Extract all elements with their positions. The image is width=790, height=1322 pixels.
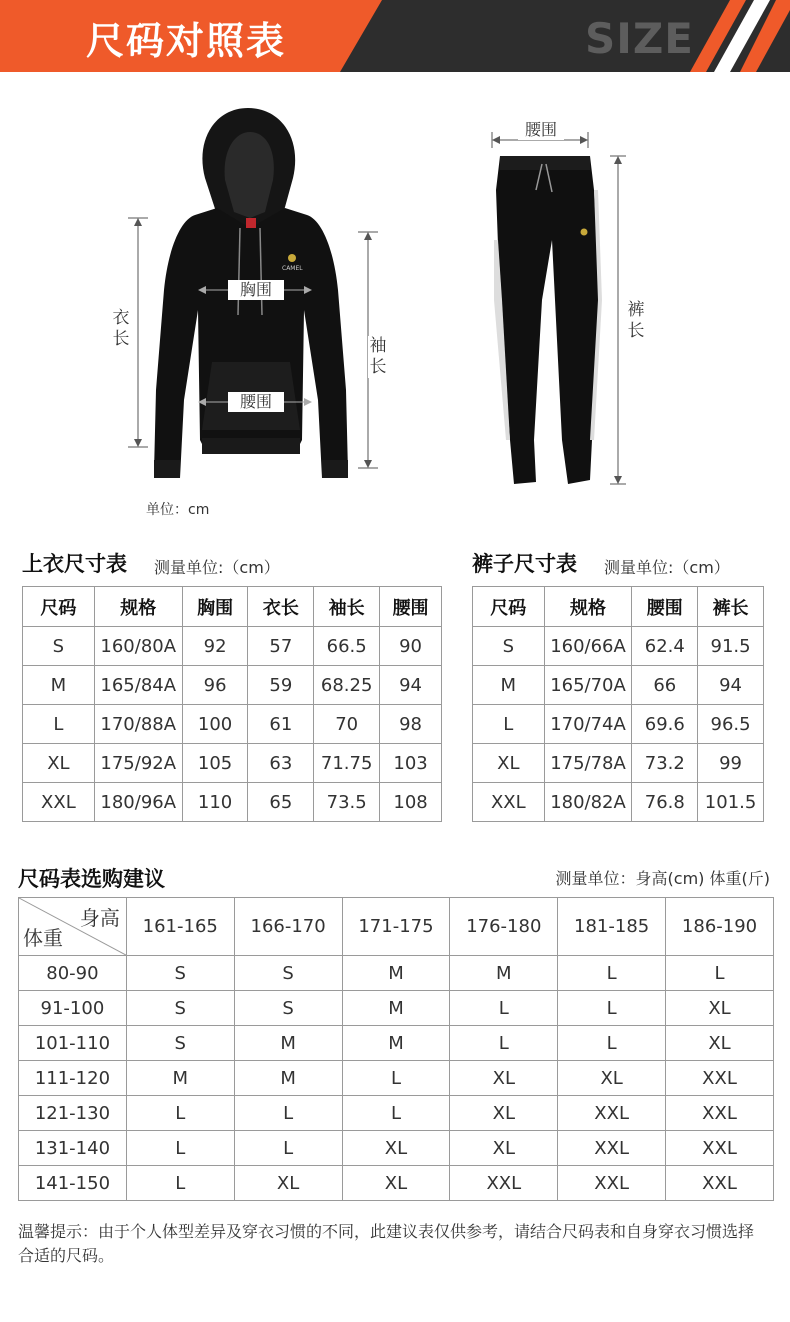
table-cell: M: [342, 1026, 450, 1061]
header-cell: 尺码: [23, 587, 95, 627]
advice-table-header: [19, 898, 774, 956]
table-cell: XL: [666, 1026, 774, 1061]
table-cell: 101.5: [698, 783, 764, 822]
logo-text: CAMEL: [282, 265, 303, 272]
table-cell: L: [558, 956, 666, 991]
height-header: 181-185: [558, 898, 666, 956]
table-cell: M: [234, 1061, 342, 1096]
header-banner: [0, 0, 790, 72]
advice-table-unit: 测量单位：身高(cm) 体重(斤): [555, 869, 770, 888]
table-row: [19, 991, 774, 1026]
table-cell: 96: [182, 666, 248, 705]
table-cell: XXL: [473, 783, 545, 822]
table-cell: 94: [380, 666, 442, 705]
table-cell: XL: [234, 1166, 342, 1201]
table-cell: 94: [698, 666, 764, 705]
corner-weight-label: 体重: [23, 926, 63, 950]
header-cell: 腰围: [380, 587, 442, 627]
table-cell: L: [342, 1061, 450, 1096]
header-cell: 尺码: [473, 587, 545, 627]
header-cell: 胸围: [182, 587, 248, 627]
table-cell: 76.8: [632, 783, 698, 822]
top-table-header: [23, 587, 442, 627]
header-cell: 规格: [544, 587, 632, 627]
height-header: 176-180: [450, 898, 558, 956]
table-cell: XL: [450, 1061, 558, 1096]
table-cell: XXL: [558, 1166, 666, 1201]
table-cell: XXL: [666, 1061, 774, 1096]
top-table-unit: 测量单位:（cm）: [154, 558, 280, 577]
table-cell: XXL: [666, 1166, 774, 1201]
banner-stripes: [690, 0, 790, 72]
table-cell: M: [126, 1061, 234, 1096]
weight-cell: 141-150: [19, 1166, 127, 1201]
table-cell: 73.2: [632, 744, 698, 783]
table-cell: 66.5: [314, 627, 380, 666]
table-cell: 73.5: [314, 783, 380, 822]
table-cell: 110: [182, 783, 248, 822]
header-cell: 裤长: [698, 587, 764, 627]
weight-cell: 131-140: [19, 1131, 127, 1166]
size-label: SIZE: [584, 14, 694, 63]
table-cell: 66: [632, 666, 698, 705]
table-cell: S: [234, 991, 342, 1026]
weight-cell: 101-110: [19, 1026, 127, 1061]
page-title: 尺码对照表: [86, 19, 287, 63]
table-row: [23, 705, 442, 744]
table-cell: L: [23, 705, 95, 744]
table-cell: XL: [450, 1096, 558, 1131]
table-cell: L: [126, 1166, 234, 1201]
table-row: [23, 666, 442, 705]
table-cell: 69.6: [632, 705, 698, 744]
table-cell: 175/92A: [94, 744, 182, 783]
table-cell: L: [558, 991, 666, 1026]
table-cell: L: [234, 1131, 342, 1166]
height-header: 161-165: [126, 898, 234, 956]
corner-cell: [19, 898, 127, 956]
tip-note: 温馨提示：由于个人体型差异及穿衣习惯的不同，此建议表仅供参考，请结合尺码表和自身穿衣习惯选择合适的尺码。: [18, 1222, 755, 1265]
table-cell: 62.4: [632, 627, 698, 666]
top-table-title: 上衣尺寸表: [22, 552, 127, 576]
table-cell: XXL: [558, 1096, 666, 1131]
table-cell: 98: [380, 705, 442, 744]
table-cell: XL: [558, 1061, 666, 1096]
table-cell: 92: [182, 627, 248, 666]
table-cell: 170/74A: [544, 705, 632, 744]
table-row: [473, 744, 764, 783]
table-cell: L: [126, 1131, 234, 1166]
table-cell: 100: [182, 705, 248, 744]
weight-cell: 91-100: [19, 991, 127, 1026]
header-cell: 衣长: [248, 587, 314, 627]
table-cell: 160/66A: [544, 627, 632, 666]
header-cell: 腰围: [632, 587, 698, 627]
pants-table-header: [473, 587, 764, 627]
table-cell: 68.25: [314, 666, 380, 705]
advice-size-table: [18, 897, 774, 1201]
top-size-table: [22, 586, 442, 822]
table-cell: XXL: [23, 783, 95, 822]
pants-size-table: [472, 586, 764, 822]
table-cell: XXL: [450, 1166, 558, 1201]
advice-table-title: 尺码表选购建议: [18, 867, 165, 891]
table-cell: XXL: [666, 1096, 774, 1131]
table-cell: L: [558, 1026, 666, 1061]
table-cell: 70: [314, 705, 380, 744]
label-chest: 胸围: [228, 280, 284, 300]
table-cell: 61: [248, 705, 314, 744]
table-cell: 175/78A: [544, 744, 632, 783]
diagram-unit: 单位：cm: [146, 502, 210, 518]
table-cell: 91.5: [698, 627, 764, 666]
height-header: 186-190: [666, 898, 774, 956]
table-row: [23, 783, 442, 822]
table-cell: 71.75: [314, 744, 380, 783]
table-cell: M: [234, 1026, 342, 1061]
table-cell: M: [342, 956, 450, 991]
table-row: [19, 1131, 774, 1166]
table-cell: S: [234, 956, 342, 991]
table-row: [473, 666, 764, 705]
corner-height-label: 身高: [79, 906, 120, 930]
height-header: 171-175: [342, 898, 450, 956]
table-cell: 59: [248, 666, 314, 705]
weight-cell: 121-130: [19, 1096, 127, 1131]
table-cell: L: [234, 1096, 342, 1131]
table-cell: 165/70A: [544, 666, 632, 705]
header-cell: 规格: [94, 587, 182, 627]
table-row: [23, 627, 442, 666]
table-cell: XL: [342, 1166, 450, 1201]
table-cell: L: [342, 1096, 450, 1131]
table-cell: XL: [666, 991, 774, 1026]
height-header: 166-170: [234, 898, 342, 956]
table-cell: 57: [248, 627, 314, 666]
weight-cell: 111-120: [19, 1061, 127, 1096]
table-cell: L: [666, 956, 774, 991]
table-cell: L: [450, 991, 558, 1026]
table-cell: 90: [380, 627, 442, 666]
table-cell: S: [126, 991, 234, 1026]
table-cell: S: [126, 956, 234, 991]
table-cell: S: [473, 627, 545, 666]
table-cell: 108: [380, 783, 442, 822]
table-cell: S: [23, 627, 95, 666]
table-cell: M: [450, 956, 558, 991]
table-cell: 96.5: [698, 705, 764, 744]
table-row: [473, 627, 764, 666]
table-cell: 160/80A: [94, 627, 182, 666]
table-cell: XXL: [558, 1131, 666, 1166]
table-row: [19, 956, 774, 991]
table-cell: 65: [248, 783, 314, 822]
table-cell: L: [126, 1096, 234, 1131]
label-top-waist: 腰围: [228, 392, 284, 412]
table-cell: 165/84A: [94, 666, 182, 705]
table-row: [473, 783, 764, 822]
table-cell: 105: [182, 744, 248, 783]
pants-table-unit: 测量单位:（cm）: [604, 558, 730, 577]
pants-diagram: [480, 120, 640, 490]
table-row: [19, 1026, 774, 1061]
table-cell: S: [126, 1026, 234, 1061]
label-pants-length: 裤长: [627, 300, 645, 341]
table-cell: 99: [698, 744, 764, 783]
table-cell: XL: [342, 1131, 450, 1166]
label-pants-waist: 腰围: [518, 120, 564, 140]
table-cell: 103: [380, 744, 442, 783]
table-cell: L: [473, 705, 545, 744]
weight-cell: 80-90: [19, 956, 127, 991]
label-sleeve: 袖长: [369, 336, 387, 377]
table-cell: L: [450, 1026, 558, 1061]
table-cell: 180/96A: [94, 783, 182, 822]
table-row: [19, 1061, 774, 1096]
table-cell: M: [342, 991, 450, 1026]
label-length: 衣长: [112, 308, 130, 349]
table-cell: XL: [473, 744, 545, 783]
table-cell: 180/82A: [544, 783, 632, 822]
table-cell: XXL: [666, 1131, 774, 1166]
table-cell: 170/88A: [94, 705, 182, 744]
table-cell: 63: [248, 744, 314, 783]
table-cell: XL: [23, 744, 95, 783]
table-row: [23, 744, 442, 783]
pants-table-title: 裤子尺寸表: [472, 552, 577, 576]
table-cell: M: [473, 666, 545, 705]
table-row: [19, 1096, 774, 1131]
header-cell: 袖长: [314, 587, 380, 627]
table-row: [19, 1166, 774, 1201]
table-cell: XL: [450, 1131, 558, 1166]
table-row: [473, 705, 764, 744]
table-cell: M: [23, 666, 95, 705]
